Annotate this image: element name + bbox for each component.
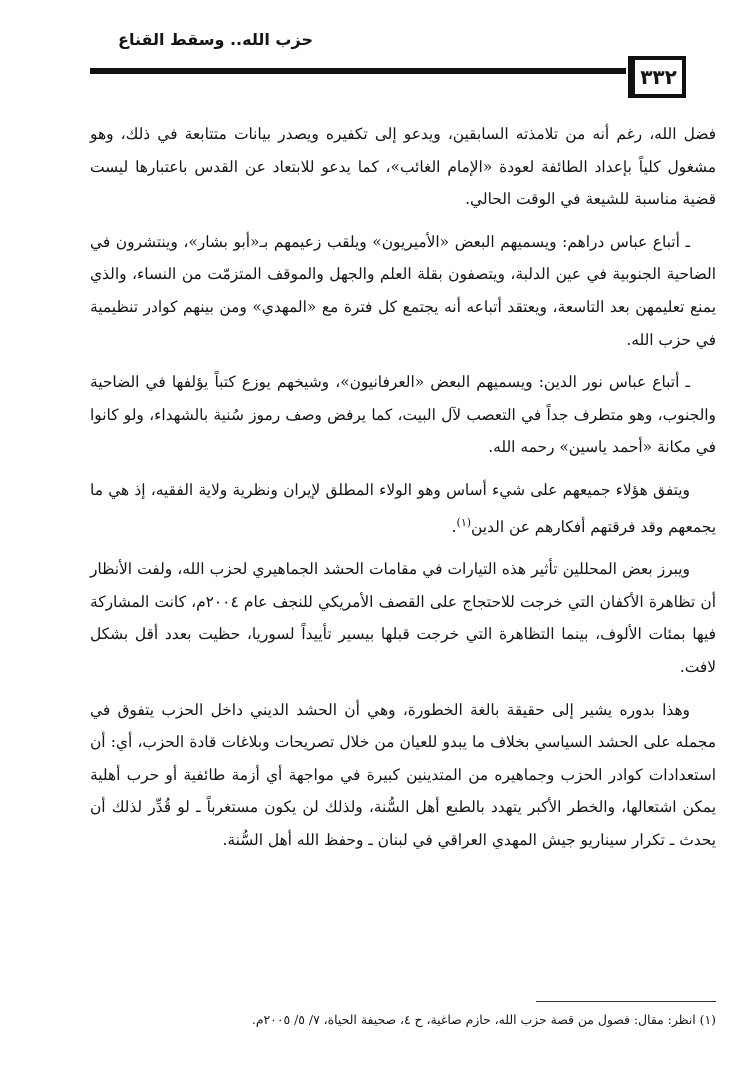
paragraph-4-end: . [451, 517, 457, 536]
footnote-reference: (١) [456, 515, 472, 529]
footnote-rule [536, 1001, 716, 1002]
footnote: (١) انظر: مقال: فصول من قصة حزب الله، حازم صاغية، ح ٤، صحيفة الحياة، ٧/ ٥/ ٢٠٠٥م. [251, 1012, 716, 1027]
header-rule [90, 68, 626, 74]
page-number: ٣٣٢ [628, 56, 686, 98]
paragraph-2: ـ أتباع عباس دراهم: ويسميهم البعض «الأميريون» ويلقب زعيمهم بـ«أبو بشار»، وينتشرون في الضاحية الجنوبية في عين الدلبة، ويتصفون بقلة العلم والجهل والموقف المتزمّت من النساء، والذي يمنع تعليمهن بعد التاسعة، ويعتقد أتباعه أنه يجتمع كل فترة مع «المهدي» ومن بينهم كوادر تنظيمية في حزب الله. [90, 232, 716, 349]
paragraph-6: وهذا بدوره يشير إلى حقيقة بالغة الخطورة، وهي أن الحشد الديني داخل الحزب يتفوق في مجمله على الحشد السياسي بخلاف ما يبدو للعيان من خلال تصريحات وبلاغات قادة الحزب، أي: أن استعدادات كوادر الحزب وجماهيره من المتدينين كبيرة في مواجهة أي أزمة طائفية أو حرب أهلية يمكن اشتعالها، والخطر الأكبر يتهدد بالطبع أهل السُّنة، ولذلك لن يكون مستغرباً ـ لو قُدِّر لذلك أن يحدث ـ تكرار سيناريو جيش المهدي العراقي في لبنان ـ وحفظ الله أهل السُّنة. [90, 700, 716, 849]
paragraph-4 [90, 474, 716, 543]
body-text [90, 118, 716, 867]
paragraph-5: ويبرز بعض المحللين تأثير هذه التيارات في مقامات الحشد الجماهيري لحزب الله، ولفت الأنظار أن تظاهرة الأكفان التي خرجت للاحتجاج على القصف الأمريكي للنجف عام ٢٠٠٤م، كانت المشاركة فيها بمئات الألوف، بينما التظاهرة التي خرجت قبلها بيسير تأييداً لسوريا، حظيت بعدد أقل بشكل لافت. [90, 560, 716, 677]
paragraph-1: فضل الله، رغم أنه من تلامذته السابقين، ويدعو إلى تكفيره ويصدر بيانات متتابعة في ذلك، وهو مشغول كلياً بإعداد الطائفة لعودة «الإمام الغائب»، كما يدعو للابتعاد عن القدس باعتبارها ليست قضية مناسبة للشيعة في الوقت الحالي. [90, 125, 716, 209]
running-title: حزب الله.. وسقط القناع [118, 30, 313, 49]
paragraph-4-text: ويتفق هؤلاء جميعهم على شيء أساس وهو الولاء المطلق لإيران ونظرية ولاية الفقيه، إذ هي ما يجمعهم وقد فرقتهم أفكارهم عن الدين [90, 480, 716, 536]
paragraph-3: ـ أتباع عباس نور الدين: ويسميهم البعض «العرفانيون»، وشيخهم يوزع كتباً يؤلفها في الضاحية والجنوب، وهو متطرف جداً في التعصب لآل البيت، كما يرفض وصف رموز سُنية بالشهداء، ولو كانوا في مكانة «أحمد ياسين» رحمه الله. [90, 373, 716, 457]
